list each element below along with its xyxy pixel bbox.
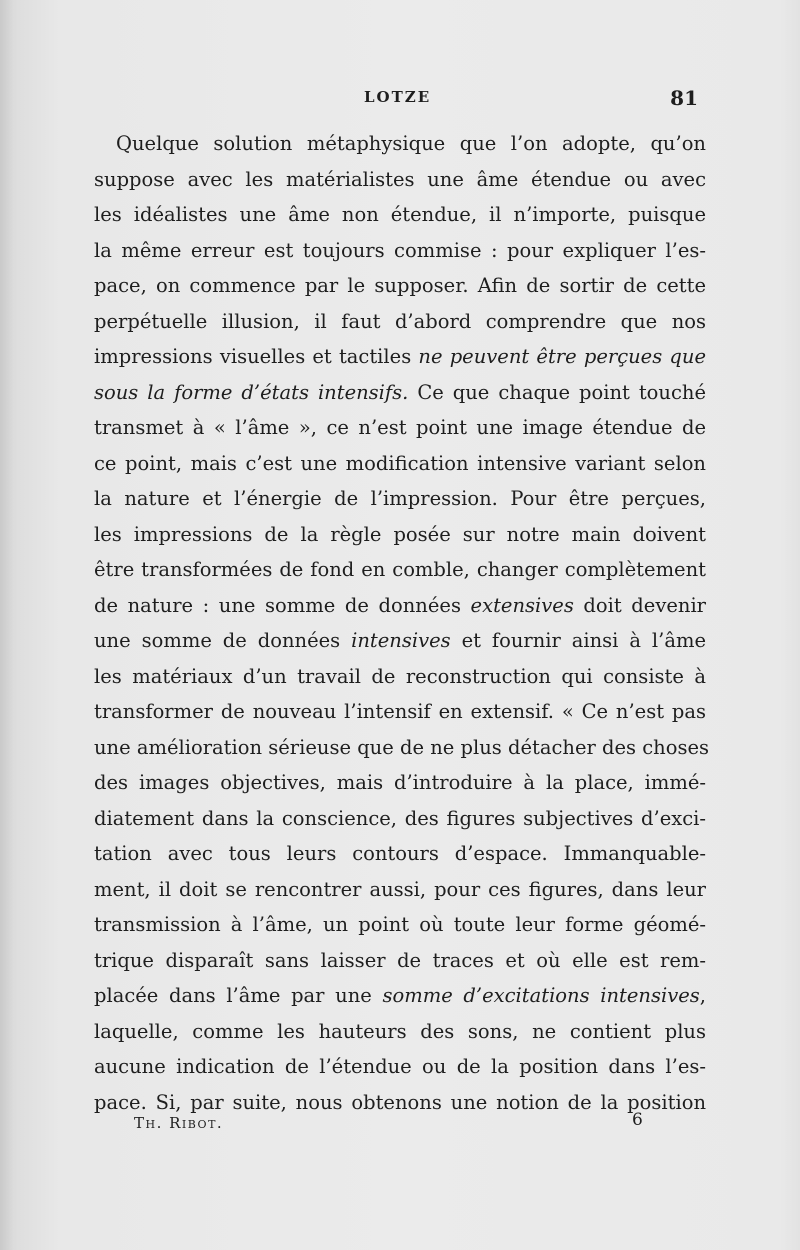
text-line: ment, il doit se rencontrer aussi, pour ces figures, dans leur <box>94 877 706 901</box>
text-line: ce point, mais c’est une modification intensive variant selon <box>94 451 706 475</box>
text-line: une amélioration sérieuse que de ne plus détacher des choses <box>94 735 710 759</box>
page-number: 81 <box>670 86 698 110</box>
author-signature: Th. Ribot. <box>134 1114 224 1132</box>
italic-word: intensives <box>351 629 451 652</box>
signature-mark: 6 <box>632 1110 643 1130</box>
text-line: impressions visuelles et tactiles ne peuvent être perçues que <box>94 345 706 368</box>
text-line: transmet à « l’âme », ce n’est point une image étendue de <box>94 416 706 439</box>
text-line: les matériaux d’un travail de reconstruction qui consiste à <box>94 664 706 688</box>
text-line: les idéalistes une âme non étendue, il n’importe, puisque <box>94 203 706 226</box>
text-line: laquelle, comme les hauteurs des sons, ne contient plus <box>94 1019 706 1043</box>
text-line: une somme de données intensives et fournir ainsi à l’âme <box>94 629 706 652</box>
italic-word: extensives <box>470 593 574 617</box>
italic-phrase: somme d’excitations intensives <box>382 984 700 1007</box>
text-line: être transformées de fond en comble, changer complètement <box>94 558 706 581</box>
page-footer <box>94 1110 698 1140</box>
running-title: LOTZE <box>364 88 432 106</box>
text-line: transmission à l’âme, un point où toute leur forme géomé- <box>94 913 706 936</box>
text-line: des images objectives, mais d’introduire à la place, immé- <box>94 771 706 794</box>
italic-phrase: sous la forme d’états intensifs. <box>94 380 409 404</box>
text-line: aucune indication de l’étendue ou de la position dans l’es- <box>94 1055 706 1078</box>
page-edge <box>0 0 14 1250</box>
running-header <box>94 86 698 116</box>
text-line: sous la forme d’états intensifs. Ce que chaque point touché <box>94 380 706 404</box>
text-line: pace. Si, par suite, nous obtenons une notion de la position <box>94 1090 706 1114</box>
text-line: les impressions de la règle posée sur notre main doivent <box>94 522 706 546</box>
text-line: Quelque solution métaphysique que l’on adopte, qu’on <box>116 132 706 155</box>
text-line: diatement dans la conscience, des figures subjectives d’exci- <box>94 806 706 830</box>
text-line: tation avec tous leurs contours d’espace. Immanquable- <box>94 842 706 865</box>
italic-phrase: ne peuvent être perçues que <box>418 345 706 368</box>
text-line: transformer de nouveau l’intensif en extensif. « Ce n’est pas <box>94 700 706 723</box>
text-line: trique disparaît sans laisser de traces et où elle est rem- <box>94 948 706 972</box>
text-line: la nature et l’énergie de l’impression. Pour être perçues, <box>94 487 706 510</box>
body-paragraph <box>94 126 710 1120</box>
text-line: placée dans l’âme par une somme d’excitations intensives, <box>94 984 706 1007</box>
text-line: suppose avec les matérialistes une âme étendue ou avec <box>94 167 706 191</box>
text-line: pace, on commence par le supposer. Afin de sortir de cette <box>94 274 706 297</box>
text-line: perpétuelle illusion, il faut d’abord comprendre que nos <box>94 309 706 333</box>
text-line: la même erreur est toujours commise : pour expliquer l’es- <box>94 238 706 262</box>
text-line: de nature : une somme de données extensives doit devenir <box>94 593 706 617</box>
